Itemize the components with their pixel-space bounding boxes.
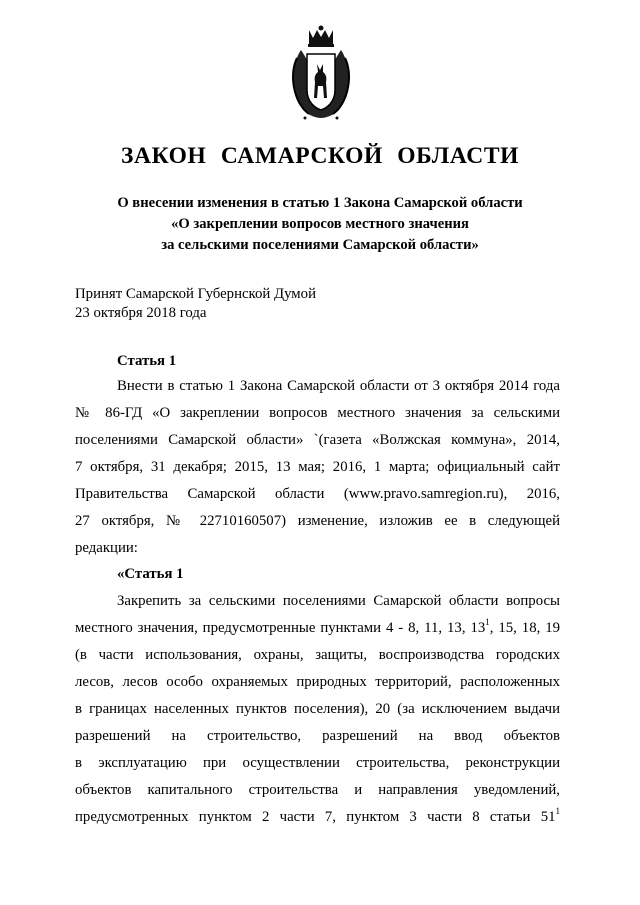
article-1-line: Правительства Самарской области (www.pravo.samregion.ru), 2016, xyxy=(75,486,560,502)
quoted-article-line xyxy=(75,618,560,638)
quoted-article-line: лесов, лесов особо охраняемых природных территорий, расположенных xyxy=(75,674,560,690)
superscript: 1 xyxy=(555,806,560,817)
article-1-line: № 86-ГД «О закреплении вопросов местного значения за сельскими xyxy=(75,405,560,421)
subtitle-line: за сельскими поселениями Самарской области» xyxy=(161,237,479,253)
quoted-article-line: в границах населенных пунктов поселения), 20 (за исключением выдачи xyxy=(75,701,560,717)
article-1-line: Внести в статью 1 Закона Самарской области от 3 октября 2014 года xyxy=(117,378,560,394)
article-1-heading: Статья 1 xyxy=(117,353,177,369)
line-text: предусмотренных пунктом 2 части 7, пунктом 3 части 8 статьи 51 xyxy=(75,809,556,825)
law-title: ЗАКОН САМАРСКОЙ ОБЛАСТИ xyxy=(121,143,519,169)
adoption-info xyxy=(75,285,316,323)
line-text: , 15, 18, 19 xyxy=(489,620,561,636)
law-subtitle xyxy=(0,193,640,256)
article-1-line: 7 октября, 31 декабря; 2015, 13 мая; 2016, 1 марта; официальный сайт xyxy=(75,459,560,475)
quoted-article-line xyxy=(75,807,560,827)
article-1-line: редакции: xyxy=(75,540,138,556)
quoted-article-line: Закрепить за сельскими поселениями Самарской области вопросы xyxy=(117,593,560,609)
quoted-article-line: разрешений на строительство, разрешений на ввод объектов xyxy=(75,728,560,744)
quoted-article-line: объектов капитального строительства и направления уведомлений, xyxy=(75,782,560,798)
coat-of-arms-emblem xyxy=(287,24,355,120)
adoption-body: Принят Самарской Губернской Думой xyxy=(75,286,316,302)
adoption-date: 23 октября 2018 года xyxy=(75,305,207,321)
article-1-line: 27 октября, № 22710160507) изменение, изложив ее в следующей xyxy=(75,513,560,529)
superscript: 1 xyxy=(485,617,490,628)
subtitle-line: «О закреплении вопросов местного значения xyxy=(171,216,469,232)
quoted-article-line: в эксплуатацию при осуществлении строительства, реконструкции xyxy=(75,755,560,771)
quoted-article-line: (в части использования, охраны, защиты, воспроизводства городских xyxy=(75,647,560,663)
article-1-line: поселениями Самарской области» `(газета «Волжская коммуна», 2014, xyxy=(75,432,560,448)
subtitle-line: О внесении изменения в статью 1 Закона Самарской области xyxy=(117,195,523,211)
line-text: местного значения, предусмотренные пунктами 4 - 8, 11, 13, 13 xyxy=(75,620,486,636)
quoted-article-heading: «Статья 1 xyxy=(117,566,184,582)
